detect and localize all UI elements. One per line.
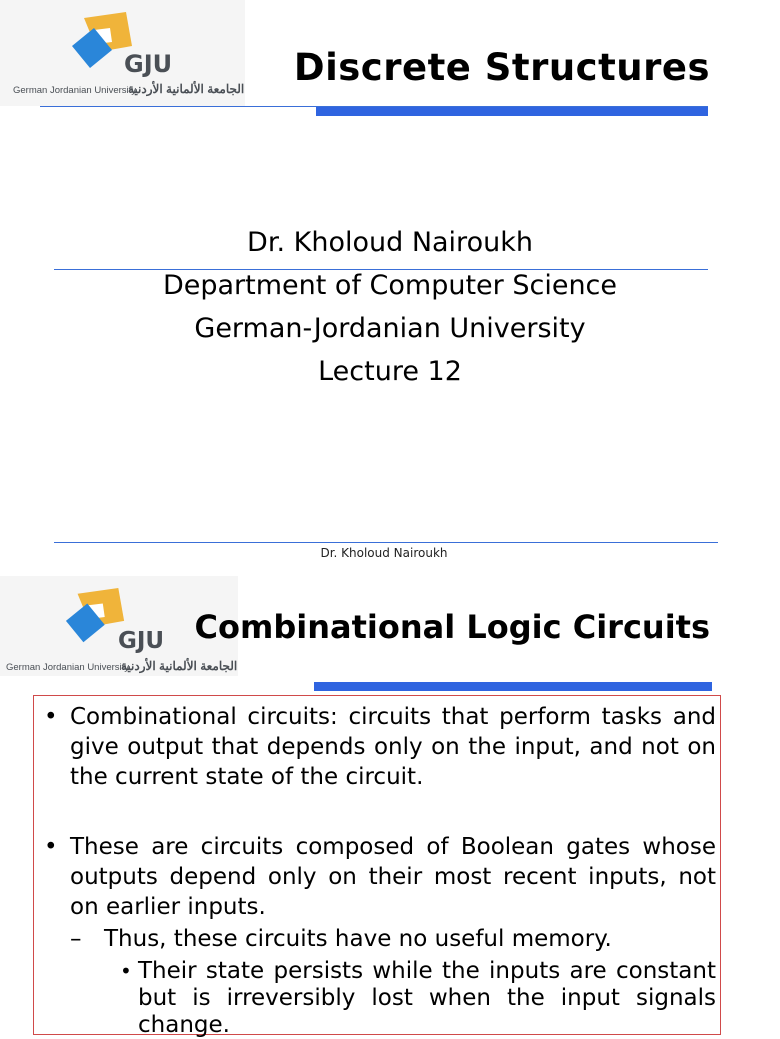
- author-name: Dr. Kholoud Nairoukh: [247, 227, 533, 258]
- department: Department of Computer Science: [162, 270, 618, 301]
- logo-subtitle-ar: الجامعة الألمانية الأردنية: [121, 659, 238, 673]
- slide-title: Discrete Structures: [293, 46, 710, 89]
- title-accent-bar: [314, 682, 712, 691]
- slide-title: Combinational Logic Circuits: [194, 608, 710, 646]
- list-item: [44, 832, 716, 922]
- footer-divider: [54, 542, 718, 543]
- slide-combinational-logic: [0, 572, 768, 1038]
- gju-logo: [0, 0, 245, 106]
- dash-marker: –: [70, 926, 82, 952]
- bullet-text: Combinational circuits: circuits that perform tasks and give output that depends only on the input, and not on the current state of the circuit.: [70, 704, 716, 790]
- sub-sub-bullet-text: Their state persists while the inputs are constant but is irreversibly lost when the input signals change.: [138, 958, 716, 1038]
- bullet-list: [44, 702, 716, 1039]
- author-divider: [54, 269, 708, 270]
- logo-text: GJU: [124, 50, 173, 78]
- bullet-marker: •: [44, 834, 58, 860]
- logo-subtitle-en: German Jordanian University: [6, 662, 130, 673]
- lecture-number: Lecture 12: [318, 356, 462, 387]
- sub-list-item: [44, 924, 716, 954]
- title-accent-bar: [316, 107, 708, 116]
- bullet-text: These are circuits composed of Boolean gates whose outputs depend only on their most recent inputs, not on earlier inputs.: [70, 834, 716, 920]
- footer-text: Dr. Kholoud Nairoukh: [320, 546, 448, 560]
- list-item: [44, 702, 716, 792]
- bullet-marker: •: [44, 704, 58, 730]
- sub-sub-list-item: [44, 958, 716, 1039]
- logo-subtitle-ar: الجامعة الألمانية الأردنية: [128, 82, 245, 96]
- university: German-Jordanian University: [194, 313, 586, 344]
- author-block: [0, 221, 780, 393]
- content-box: [33, 695, 721, 1038]
- logo-text: GJU: [118, 628, 165, 654]
- sub-bullet-text: Thus, these circuits have no useful memory.: [104, 926, 612, 952]
- bullet-marker: •: [120, 959, 132, 983]
- logo-subtitle-en: German Jordanian University: [13, 85, 137, 96]
